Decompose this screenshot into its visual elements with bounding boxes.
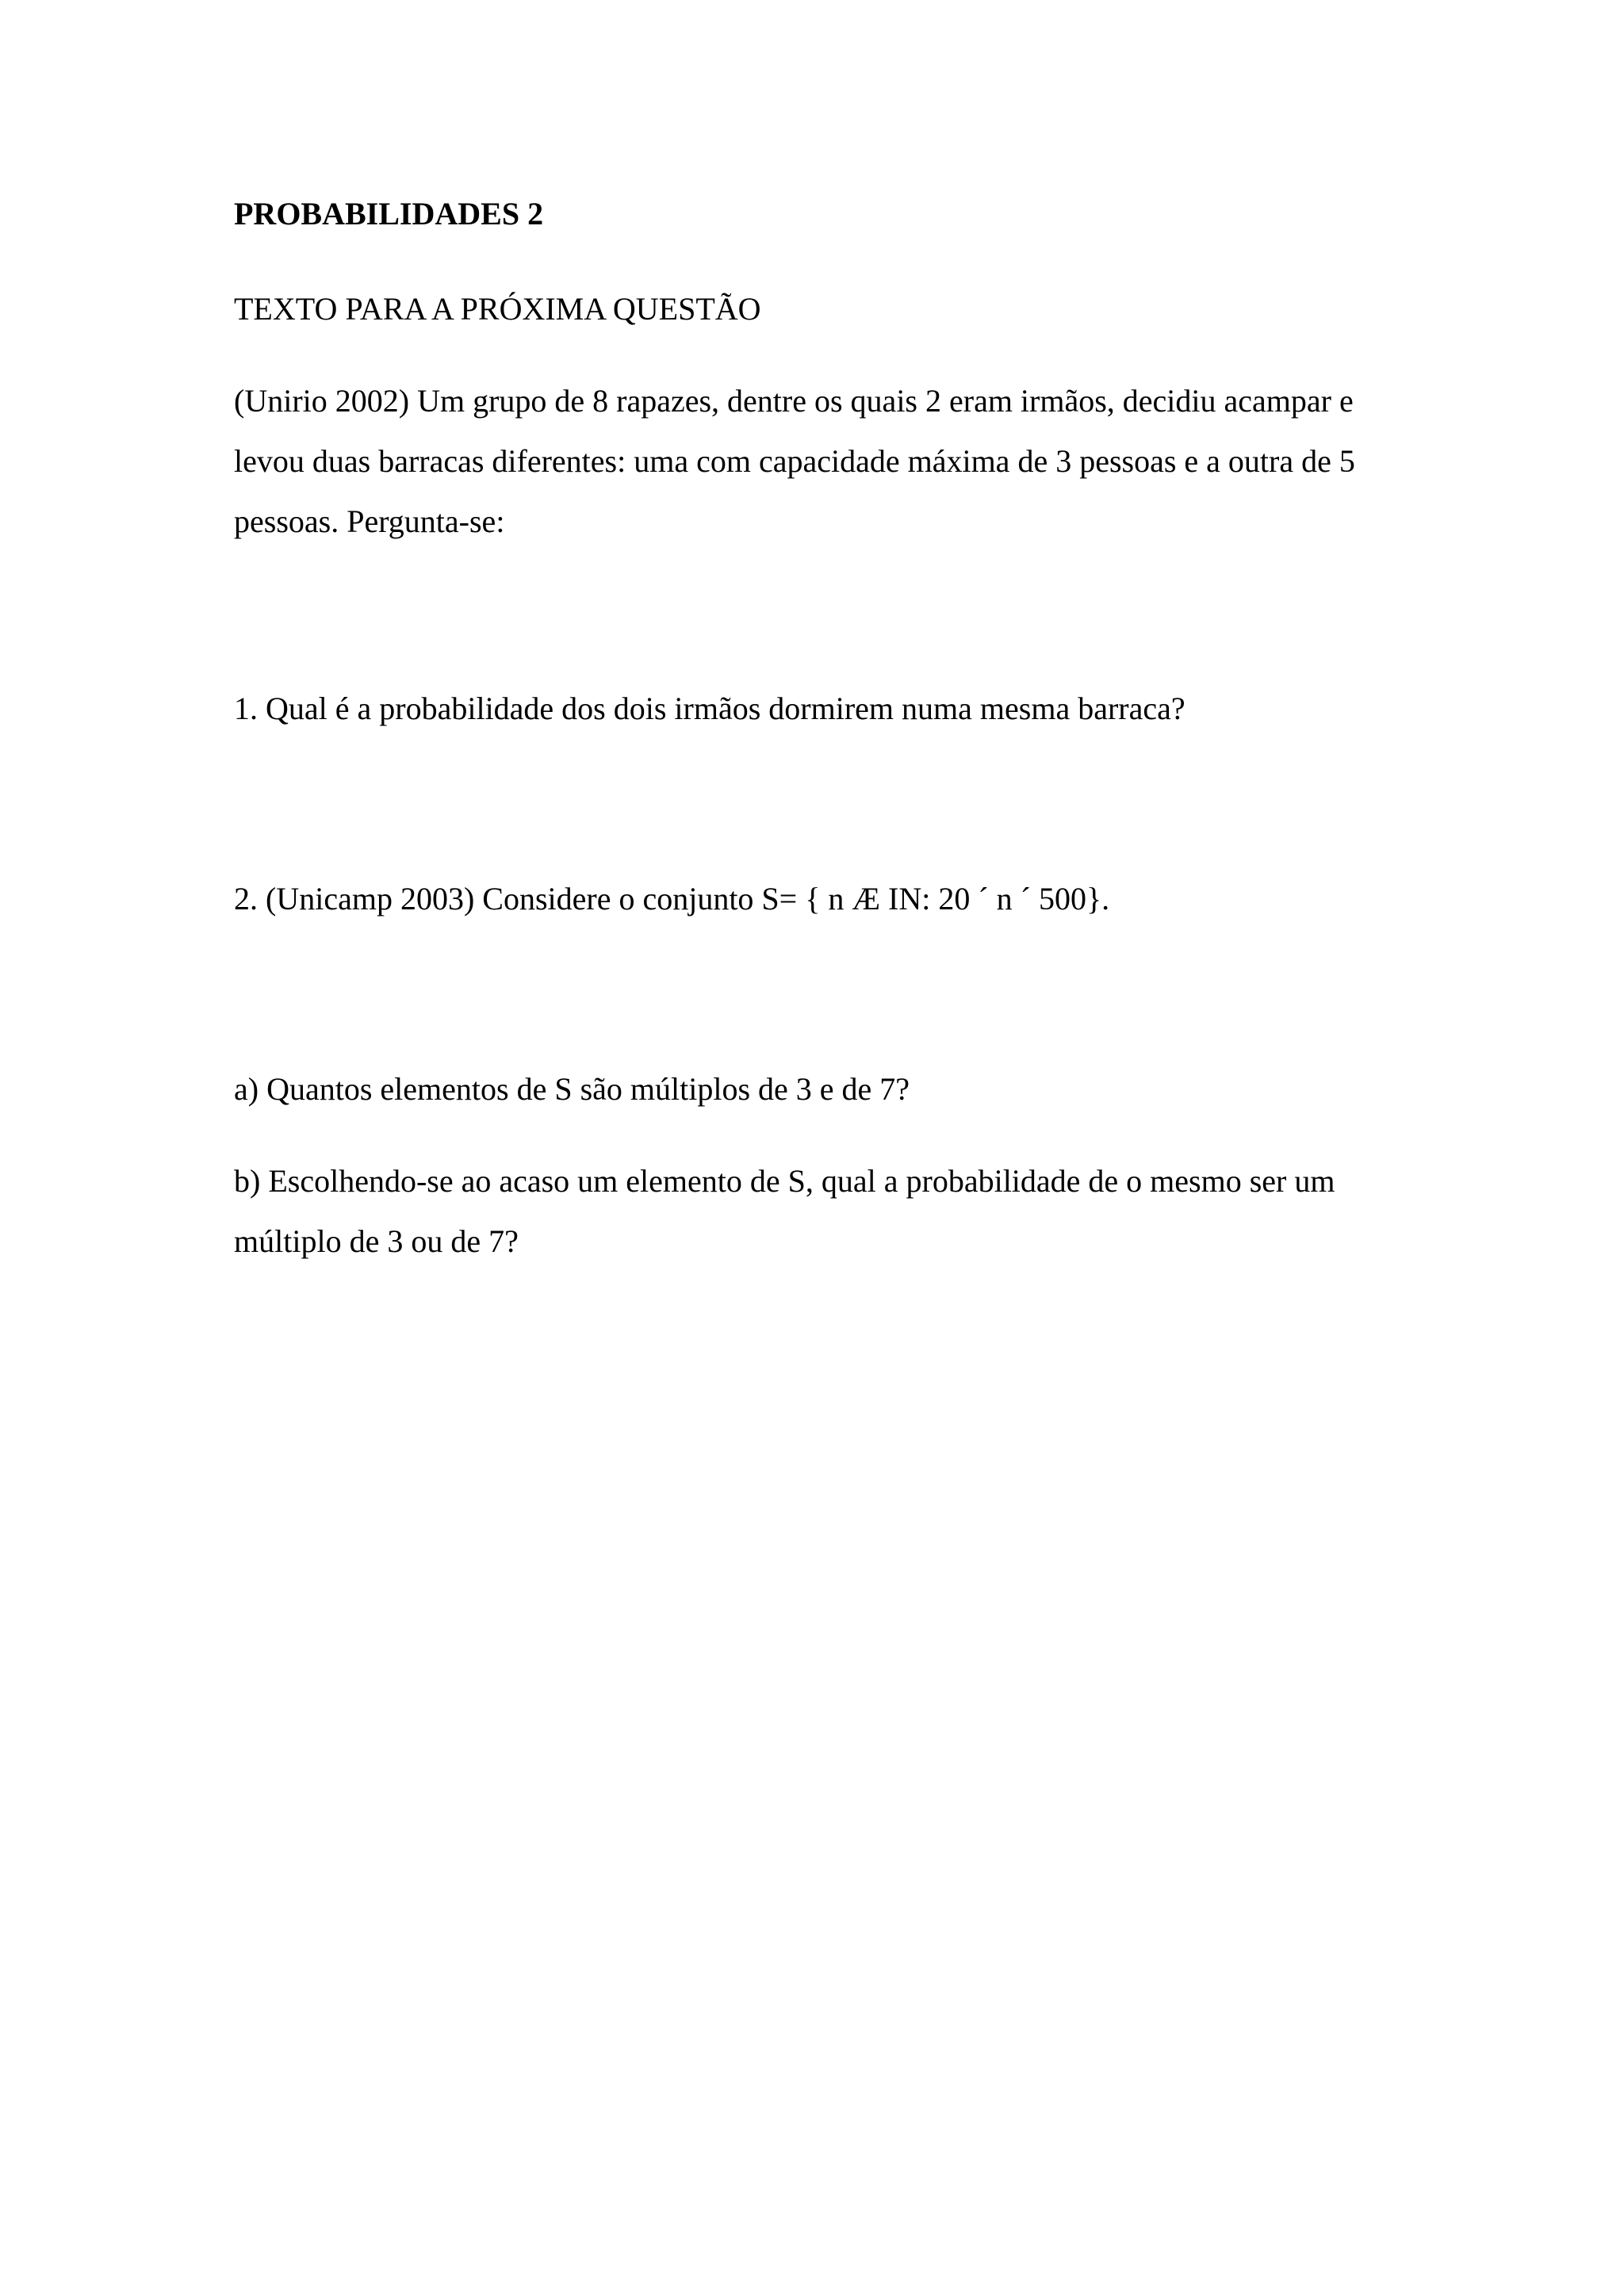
question-1: 1. Qual é a probabilidade dos dois irmãos dormirem numa mesma barraca?: [234, 691, 1185, 726]
paragraph-line: levou duas barracas diferentes: uma com capacidade máxima de 3 pessoas e a outra de 5: [234, 443, 1355, 479]
question-2: 2. (Unicamp 2003) Considere o conjunto S= { n Æ IN: 20 ´ n ´ 500}.: [234, 881, 1110, 916]
question-2-item-a: a) Quantos elementos de S são múltiplos de 3 e de 7?: [234, 1071, 910, 1107]
paragraph-line: (Unirio 2002) Um grupo de 8 rapazes, dentre os quais 2 eram irmãos, decidiu acampar e: [234, 383, 1354, 419]
item-b-line: múltiplo de 3 ou de 7?: [234, 1223, 519, 1259]
problem-paragraph: [234, 371, 1408, 552]
paragraph-line: pessoas. Pergunta-se:: [234, 503, 505, 539]
item-b-line: b) Escolhendo-se ao acaso um elemento de S, qual a probabilidade de o mesmo ser um: [234, 1163, 1335, 1199]
document-title: PROBABILIDADES 2: [234, 196, 544, 232]
question-2-item-b: [234, 1151, 1408, 1272]
section-intro-heading: TEXTO PARA A PRÓXIMA QUESTÃO: [234, 291, 761, 327]
